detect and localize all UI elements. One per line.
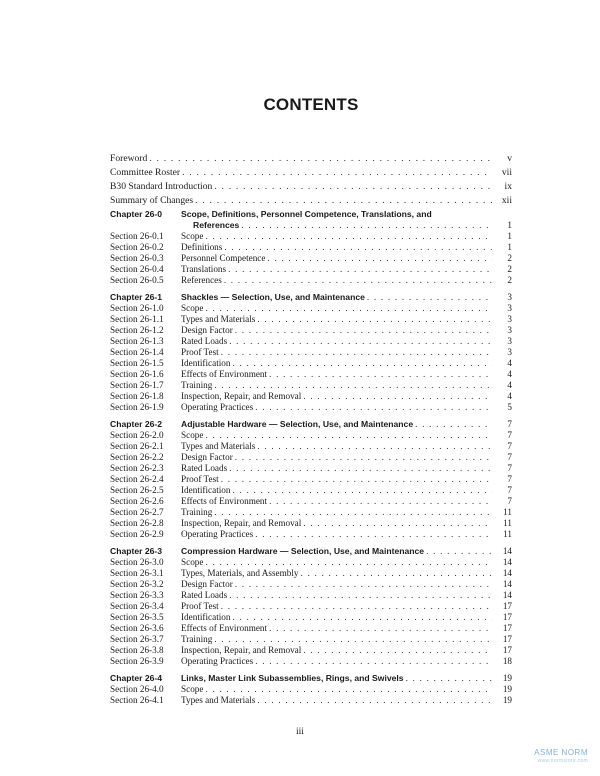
leader-dots: [214, 380, 492, 391]
section-label: Section 26-2.5: [110, 485, 164, 495]
section-entry[interactable]: [110, 656, 512, 667]
leader-dots: [303, 645, 492, 656]
section-label: Section 26-1.6: [110, 369, 164, 379]
section-entry[interactable]: [110, 253, 512, 264]
section-entry[interactable]: [110, 485, 512, 496]
section-page: 11: [503, 507, 512, 517]
section-text: Proof Test: [181, 347, 219, 357]
section-label: Section 26-1.4: [110, 347, 164, 357]
section-label: Section 26-2.0: [110, 430, 164, 440]
chapter-heading[interactable]: [110, 292, 512, 303]
section-label: Section 26-2.2: [110, 452, 164, 462]
section-label: Section 26-0.5: [110, 275, 164, 285]
leader-dots: [205, 231, 492, 242]
leader-dots: [229, 336, 492, 347]
section-label: Section 26-1.5: [110, 358, 164, 368]
section-text: Training: [181, 634, 213, 644]
leader-dots: [301, 568, 493, 579]
section-page: 11: [503, 529, 512, 539]
leader-dots: [221, 601, 492, 612]
section-label: Section 26-1.2: [110, 325, 164, 335]
section-page: 17: [502, 634, 512, 644]
leader-dots: [255, 656, 492, 667]
section-entry[interactable]: [110, 695, 512, 706]
toc-entry[interactable]: [110, 152, 512, 166]
section-text: Types and Materials: [181, 314, 256, 324]
section-page: 4: [507, 380, 512, 390]
section-entry[interactable]: [110, 391, 512, 402]
section-label: Section 26-1.3: [110, 336, 164, 346]
section-label: Section 26-0.4: [110, 264, 164, 274]
leader-dots: [406, 673, 492, 684]
section-label: Section 26-3.2: [110, 579, 164, 589]
section-page: 3: [507, 303, 512, 313]
chapter-label: Chapter 26-4: [110, 673, 163, 683]
toc-entry[interactable]: [110, 180, 512, 194]
leader-dots: [269, 496, 492, 507]
section-entry[interactable]: [110, 242, 512, 253]
entry-page: v: [507, 153, 512, 164]
section-entry[interactable]: [110, 275, 512, 286]
section-label: Section 26-3.3: [110, 590, 164, 600]
section-page: 17: [502, 612, 512, 622]
section-label: Section 26-3.8: [110, 645, 164, 655]
leader-dots: [241, 220, 492, 231]
leader-dots: [303, 391, 492, 402]
watermark-logo: [534, 748, 588, 766]
chapter-page: 19: [502, 673, 512, 683]
section-entry[interactable]: [110, 684, 512, 695]
toc-entry[interactable]: [110, 194, 512, 208]
section-entry[interactable]: [110, 430, 512, 441]
section-page: 19: [502, 684, 512, 694]
section-page: 3: [507, 314, 512, 324]
entry-text: Foreword: [110, 153, 148, 164]
section-page: 14: [502, 579, 512, 589]
section-entry[interactable]: [110, 231, 512, 242]
leader-dots: [229, 590, 492, 601]
section-entry[interactable]: [110, 496, 512, 507]
section-entry[interactable]: [110, 347, 512, 358]
chapter-title-continued[interactable]: [110, 220, 512, 231]
section-entry[interactable]: [110, 568, 512, 579]
section-page: 7: [507, 463, 512, 473]
section-entry[interactable]: [110, 579, 512, 590]
section-label: Section 26-3.0: [110, 557, 164, 567]
chapter-heading[interactable]: [110, 419, 512, 430]
section-label: Section 26-1.1: [110, 314, 164, 324]
leader-dots: [205, 684, 492, 695]
chapter-page: 14: [502, 546, 512, 556]
section-label: Section 26-2.9: [110, 529, 164, 539]
section-entry[interactable]: [110, 358, 512, 369]
chapter-title: Scope, Definitions, Personnel Competence, Translations, and: [181, 209, 432, 219]
section-text: Definitions: [181, 242, 223, 252]
section-page: 18: [502, 656, 512, 666]
leader-dots: [182, 166, 492, 180]
section-text: Rated Loads: [181, 590, 228, 600]
section-entry[interactable]: [110, 441, 512, 452]
leader-dots: [267, 253, 492, 264]
chapter-block: [110, 546, 512, 667]
section-label: Section 26-3.4: [110, 601, 164, 611]
section-page: 11: [503, 518, 512, 528]
leader-dots: [214, 634, 492, 645]
section-entry[interactable]: [110, 369, 512, 380]
leader-dots: [229, 463, 492, 474]
section-text: Scope: [181, 303, 204, 313]
section-label: Section 26-2.3: [110, 463, 164, 473]
entry-page: ix: [504, 181, 512, 192]
section-label: Section 26-3.7: [110, 634, 164, 644]
leader-dots: [221, 474, 492, 485]
section-text: Scope: [181, 684, 204, 694]
section-entry[interactable]: [110, 645, 512, 656]
leader-dots: [255, 529, 492, 540]
section-label: Section 26-0.3: [110, 253, 164, 263]
section-text: Translations: [181, 264, 227, 274]
leader-dots: [235, 452, 492, 463]
leader-dots: [205, 303, 492, 314]
section-page: 14: [502, 557, 512, 567]
section-entry[interactable]: [110, 557, 512, 568]
section-page: 3: [507, 336, 512, 346]
leader-dots: [214, 180, 492, 194]
section-text: Effects of Environment: [181, 623, 268, 633]
chapter-title: References: [193, 220, 240, 230]
watermark-subtext: www.normstore.com: [537, 758, 588, 764]
leader-dots: [269, 369, 492, 380]
section-entry[interactable]: [110, 264, 512, 275]
chapter-page: 3: [507, 292, 512, 302]
section-text: Identification: [181, 358, 231, 368]
section-entry[interactable]: [110, 518, 512, 529]
section-entry[interactable]: [110, 325, 512, 336]
section-page: 5: [507, 402, 512, 412]
section-text: Identification: [181, 612, 231, 622]
section-text: Training: [181, 380, 213, 390]
section-page: 7: [507, 485, 512, 495]
chapter-list: [110, 209, 512, 712]
section-page: 2: [507, 275, 512, 285]
section-text: Proof Test: [181, 474, 219, 484]
section-text: Identification: [181, 485, 231, 495]
front-matter-list: [110, 152, 512, 208]
watermark-text: ASME NORM: [534, 748, 588, 757]
section-label: Section 26-1.7: [110, 380, 164, 390]
leader-dots: [255, 402, 492, 413]
section-page: 3: [507, 325, 512, 335]
section-text: Scope: [181, 557, 204, 567]
section-label: Section 26-2.4: [110, 474, 164, 484]
section-label: Section 26-2.7: [110, 507, 164, 517]
section-text: Inspection, Repair, and Removal: [181, 645, 302, 655]
leader-dots: [205, 557, 492, 568]
section-text: Effects of Environment: [181, 369, 268, 379]
leader-dots: [233, 485, 493, 496]
section-text: Types and Materials: [181, 441, 256, 451]
leader-dots: [233, 358, 493, 369]
section-text: Operating Practices: [181, 529, 254, 539]
chapter-heading[interactable]: [110, 209, 512, 220]
section-entry[interactable]: [110, 474, 512, 485]
entry-text: Committee Roster: [110, 167, 181, 178]
leader-dots: [257, 314, 492, 325]
leader-dots: [149, 152, 492, 166]
section-label: Section 26-2.6: [110, 496, 164, 506]
chapter-heading[interactable]: [110, 673, 512, 684]
leader-dots: [195, 194, 492, 208]
section-text: Personnel Competence: [181, 253, 266, 263]
section-label: Section 26-3.9: [110, 656, 164, 666]
chapter-label: Chapter 26-3: [110, 546, 163, 556]
leader-dots: [257, 441, 492, 452]
chapter-title: Shackles — Selection, Use, and Maintenance: [181, 292, 365, 302]
leader-dots: [367, 292, 492, 303]
section-page: 7: [507, 441, 512, 451]
section-text: Inspection, Repair, and Removal: [181, 391, 302, 401]
section-page: 2: [507, 253, 512, 263]
section-text: Inspection, Repair, and Removal: [181, 518, 302, 528]
section-page: 7: [507, 430, 512, 440]
chapter-label: Chapter 26-1: [110, 292, 163, 302]
chapter-label: Chapter 26-2: [110, 419, 163, 429]
leader-dots: [214, 507, 492, 518]
leader-dots: [224, 242, 492, 253]
leader-dots: [233, 612, 493, 623]
section-page: 19: [502, 695, 512, 705]
chapter-heading[interactable]: [110, 546, 512, 557]
chapter-block: [110, 209, 512, 286]
chapter-block: [110, 419, 512, 540]
leader-dots: [426, 546, 492, 557]
section-text: Operating Practices: [181, 656, 254, 666]
leader-dots: [224, 275, 492, 286]
section-text: Rated Loads: [181, 336, 228, 346]
leader-dots: [235, 325, 492, 336]
section-page: 4: [507, 369, 512, 379]
section-text: Scope: [181, 430, 204, 440]
leader-dots: [221, 347, 492, 358]
section-entry[interactable]: [110, 529, 512, 540]
section-entry[interactable]: [110, 507, 512, 518]
section-page: 17: [502, 601, 512, 611]
section-entry[interactable]: [110, 314, 512, 325]
leader-dots: [235, 579, 492, 590]
section-label: Section 26-1.0: [110, 303, 164, 313]
entry-page: vii: [501, 167, 512, 178]
section-entry[interactable]: [110, 380, 512, 391]
section-label: Section 26-4.0: [110, 684, 164, 694]
section-entry[interactable]: [110, 463, 512, 474]
section-page: 7: [507, 474, 512, 484]
page-number: iii: [296, 727, 304, 737]
section-label: Section 26-1.9: [110, 402, 164, 412]
section-entry[interactable]: [110, 402, 512, 413]
section-page: 4: [507, 358, 512, 368]
section-text: Types and Materials: [181, 695, 256, 705]
section-text: Proof Test: [181, 601, 219, 611]
leader-dots: [415, 419, 492, 430]
section-label: Section 26-2.1: [110, 441, 164, 451]
section-page: 14: [502, 590, 512, 600]
section-text: Training: [181, 507, 213, 517]
leader-dots: [205, 430, 492, 441]
section-label: Section 26-3.5: [110, 612, 164, 622]
chapter-block: [110, 673, 512, 706]
section-label: Section 26-4.1: [110, 695, 164, 705]
entry-text: B30 Standard Introduction: [110, 181, 213, 192]
chapter-title: Compression Hardware — Selection, Use, and Maintenance: [181, 546, 425, 556]
section-entry[interactable]: [110, 303, 512, 314]
leader-dots: [303, 518, 492, 529]
section-page: 1: [507, 231, 512, 241]
section-page: 3: [507, 347, 512, 357]
section-label: Section 26-1.8: [110, 391, 164, 401]
section-label: Section 26-3.6: [110, 623, 164, 633]
section-entry[interactable]: [110, 590, 512, 601]
leader-dots: [257, 695, 492, 706]
section-label: Section 26-2.8: [110, 518, 164, 528]
entry-page: xii: [501, 195, 512, 206]
section-text: Design Factor: [181, 325, 233, 335]
chapter-label: Chapter 26-0: [110, 209, 163, 219]
section-text: References: [181, 275, 222, 285]
section-entry[interactable]: [110, 634, 512, 645]
toc-entry[interactable]: [110, 166, 512, 180]
section-text: Design Factor: [181, 579, 233, 589]
section-text: Scope: [181, 231, 204, 241]
section-page: 1: [507, 242, 512, 252]
section-entry[interactable]: [110, 601, 512, 612]
chapter-page: 1: [507, 220, 512, 230]
section-page: 7: [507, 496, 512, 506]
section-page: 17: [502, 645, 512, 655]
chapter-title: Adjustable Hardware — Selection, Use, and Maintenance: [181, 419, 414, 429]
section-page: 2: [507, 264, 512, 274]
section-page: 17: [502, 623, 512, 633]
section-entry[interactable]: [110, 612, 512, 623]
chapter-page: 7: [507, 419, 512, 429]
section-label: Section 26-3.1: [110, 568, 164, 578]
leader-dots: [228, 264, 492, 275]
section-page: 7: [507, 452, 512, 462]
section-text: Rated Loads: [181, 463, 228, 473]
section-text: Operating Practices: [181, 402, 254, 412]
section-entry[interactable]: [110, 623, 512, 634]
section-entry[interactable]: [110, 336, 512, 347]
section-page: 4: [507, 391, 512, 401]
section-text: Effects of Environment: [181, 496, 268, 506]
entry-text: Summary of Changes: [110, 195, 194, 206]
section-text: Types, Materials, and Assembly: [181, 568, 299, 578]
chapter-block: [110, 292, 512, 413]
page-title: CONTENTS: [263, 95, 359, 114]
section-text: Design Factor: [181, 452, 233, 462]
section-page: 14: [502, 568, 512, 578]
section-label: Section 26-0.2: [110, 242, 164, 252]
section-entry[interactable]: [110, 452, 512, 463]
chapter-title: Links, Master Link Subassemblies, Rings, and Swivels: [181, 673, 404, 683]
section-label: Section 26-0.1: [110, 231, 164, 241]
leader-dots: [269, 623, 492, 634]
